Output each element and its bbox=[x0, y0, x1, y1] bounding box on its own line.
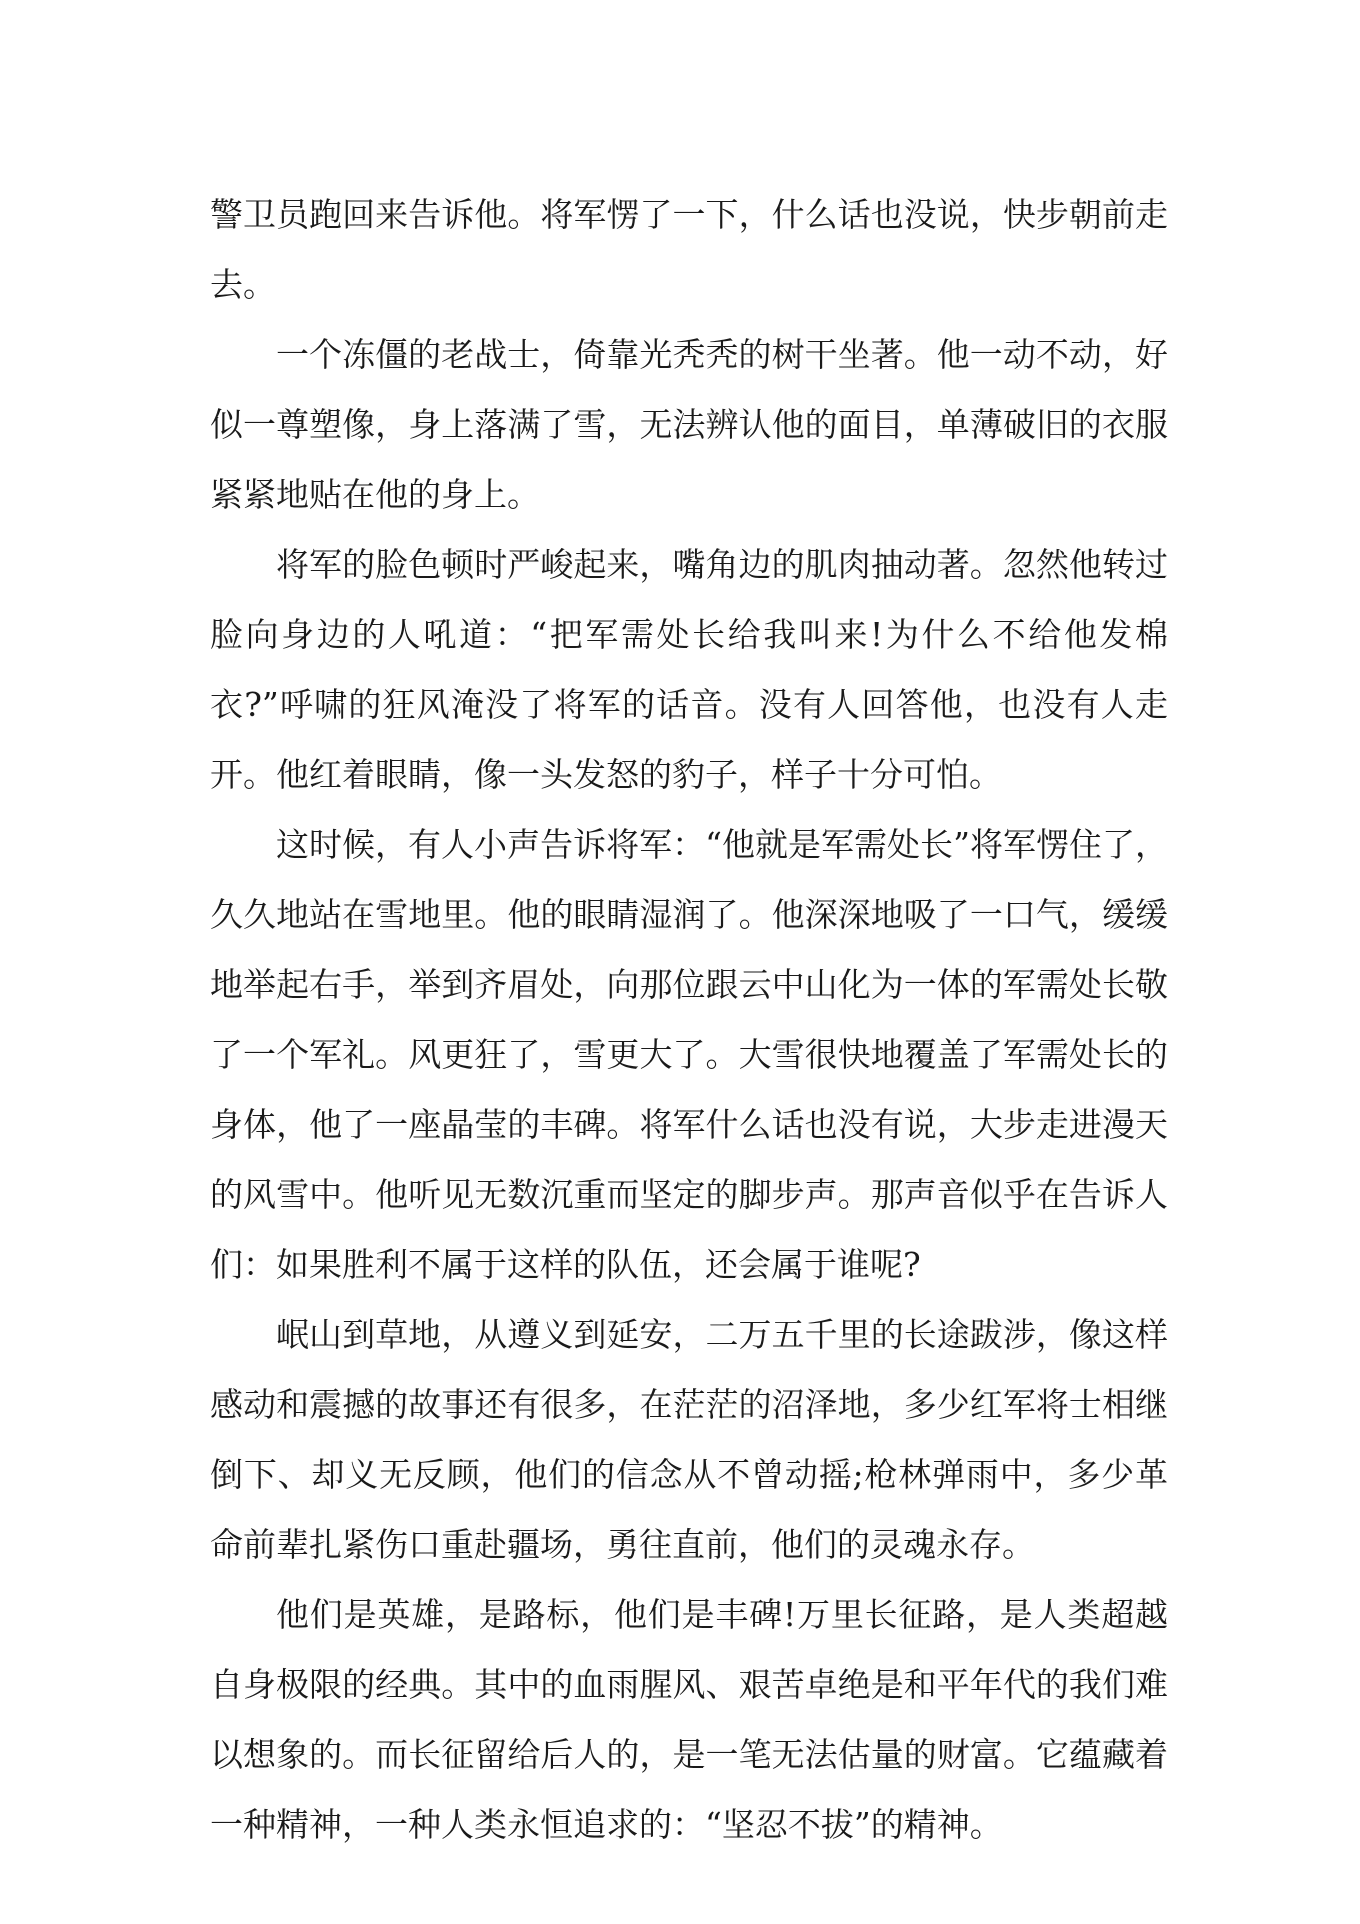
paragraph-5: 岷山到草地，从遵义到延安，二万五千里的长途跋涉，像这样感动和震撼的故事还有很多，在茫茫的沼泽地，多少红军将士相继倒下、却义无反顾，他们的信念从不曾动摇;枪林弹雨中，多少革命前辈扎紧伤口重赴疆场，勇往直前，他们的灵魂永存。 bbox=[210, 1315, 1168, 1564]
paragraph-6: 他们是英雄，是路标，他们是丰碑!万里长征路，是人类超越自身极限的经典。其中的血雨腥风、艰苦卓绝是和平年代的我们难以想象的。而长征留给后人的，是一笔无法估量的财富。它蕴藏着一种精神，一种人类永恒追求的：“坚忍不拔”的精神。 bbox=[210, 1595, 1168, 1844]
paragraph-2: 一个冻僵的老战士，倚靠光秃秃的树干坐著。他一动不动，好似一尊塑像，身上落满了雪，无法辨认他的面目，单薄破旧的衣服紧紧地贴在他的身上。 bbox=[210, 335, 1168, 514]
paragraph-1: 警卫员跑回来告诉他。将军愣了一下，什么话也没说，快步朝前走去。 bbox=[210, 195, 1168, 304]
body-text bbox=[210, 180, 1168, 1860]
paragraph-3: 将军的脸色顿时严峻起来，嘴角边的肌肉抽动著。忽然他转过脸向身边的人吼道：“把军需处长给我叫来!为什么不给他发棉衣?”呼啸的狂风淹没了将军的话音。没有人回答他，也没有人走开。他红着眼睛，像一头发怒的豹子，样子十分可怕。 bbox=[210, 545, 1168, 794]
paragraph-4: 这时候，有人小声告诉将军：“他就是军需处长”将军愣住了，久久地站在雪地里。他的眼睛湿润了。他深深地吸了一口气，缓缓地举起右手，举到齐眉处，向那位跟云中山化为一体的军需处长敬了一个军礼。风更狂了，雪更大了。大雪很快地覆盖了军需处长的身体，他了一座晶莹的丰碑。将军什么话也没有说，大步走进漫天的风雪中。他听见无数沉重而坚定的脚步声。那声音似乎在告诉人们：如果胜利不属于这样的队伍，还会属于谁呢? bbox=[210, 825, 1168, 1284]
